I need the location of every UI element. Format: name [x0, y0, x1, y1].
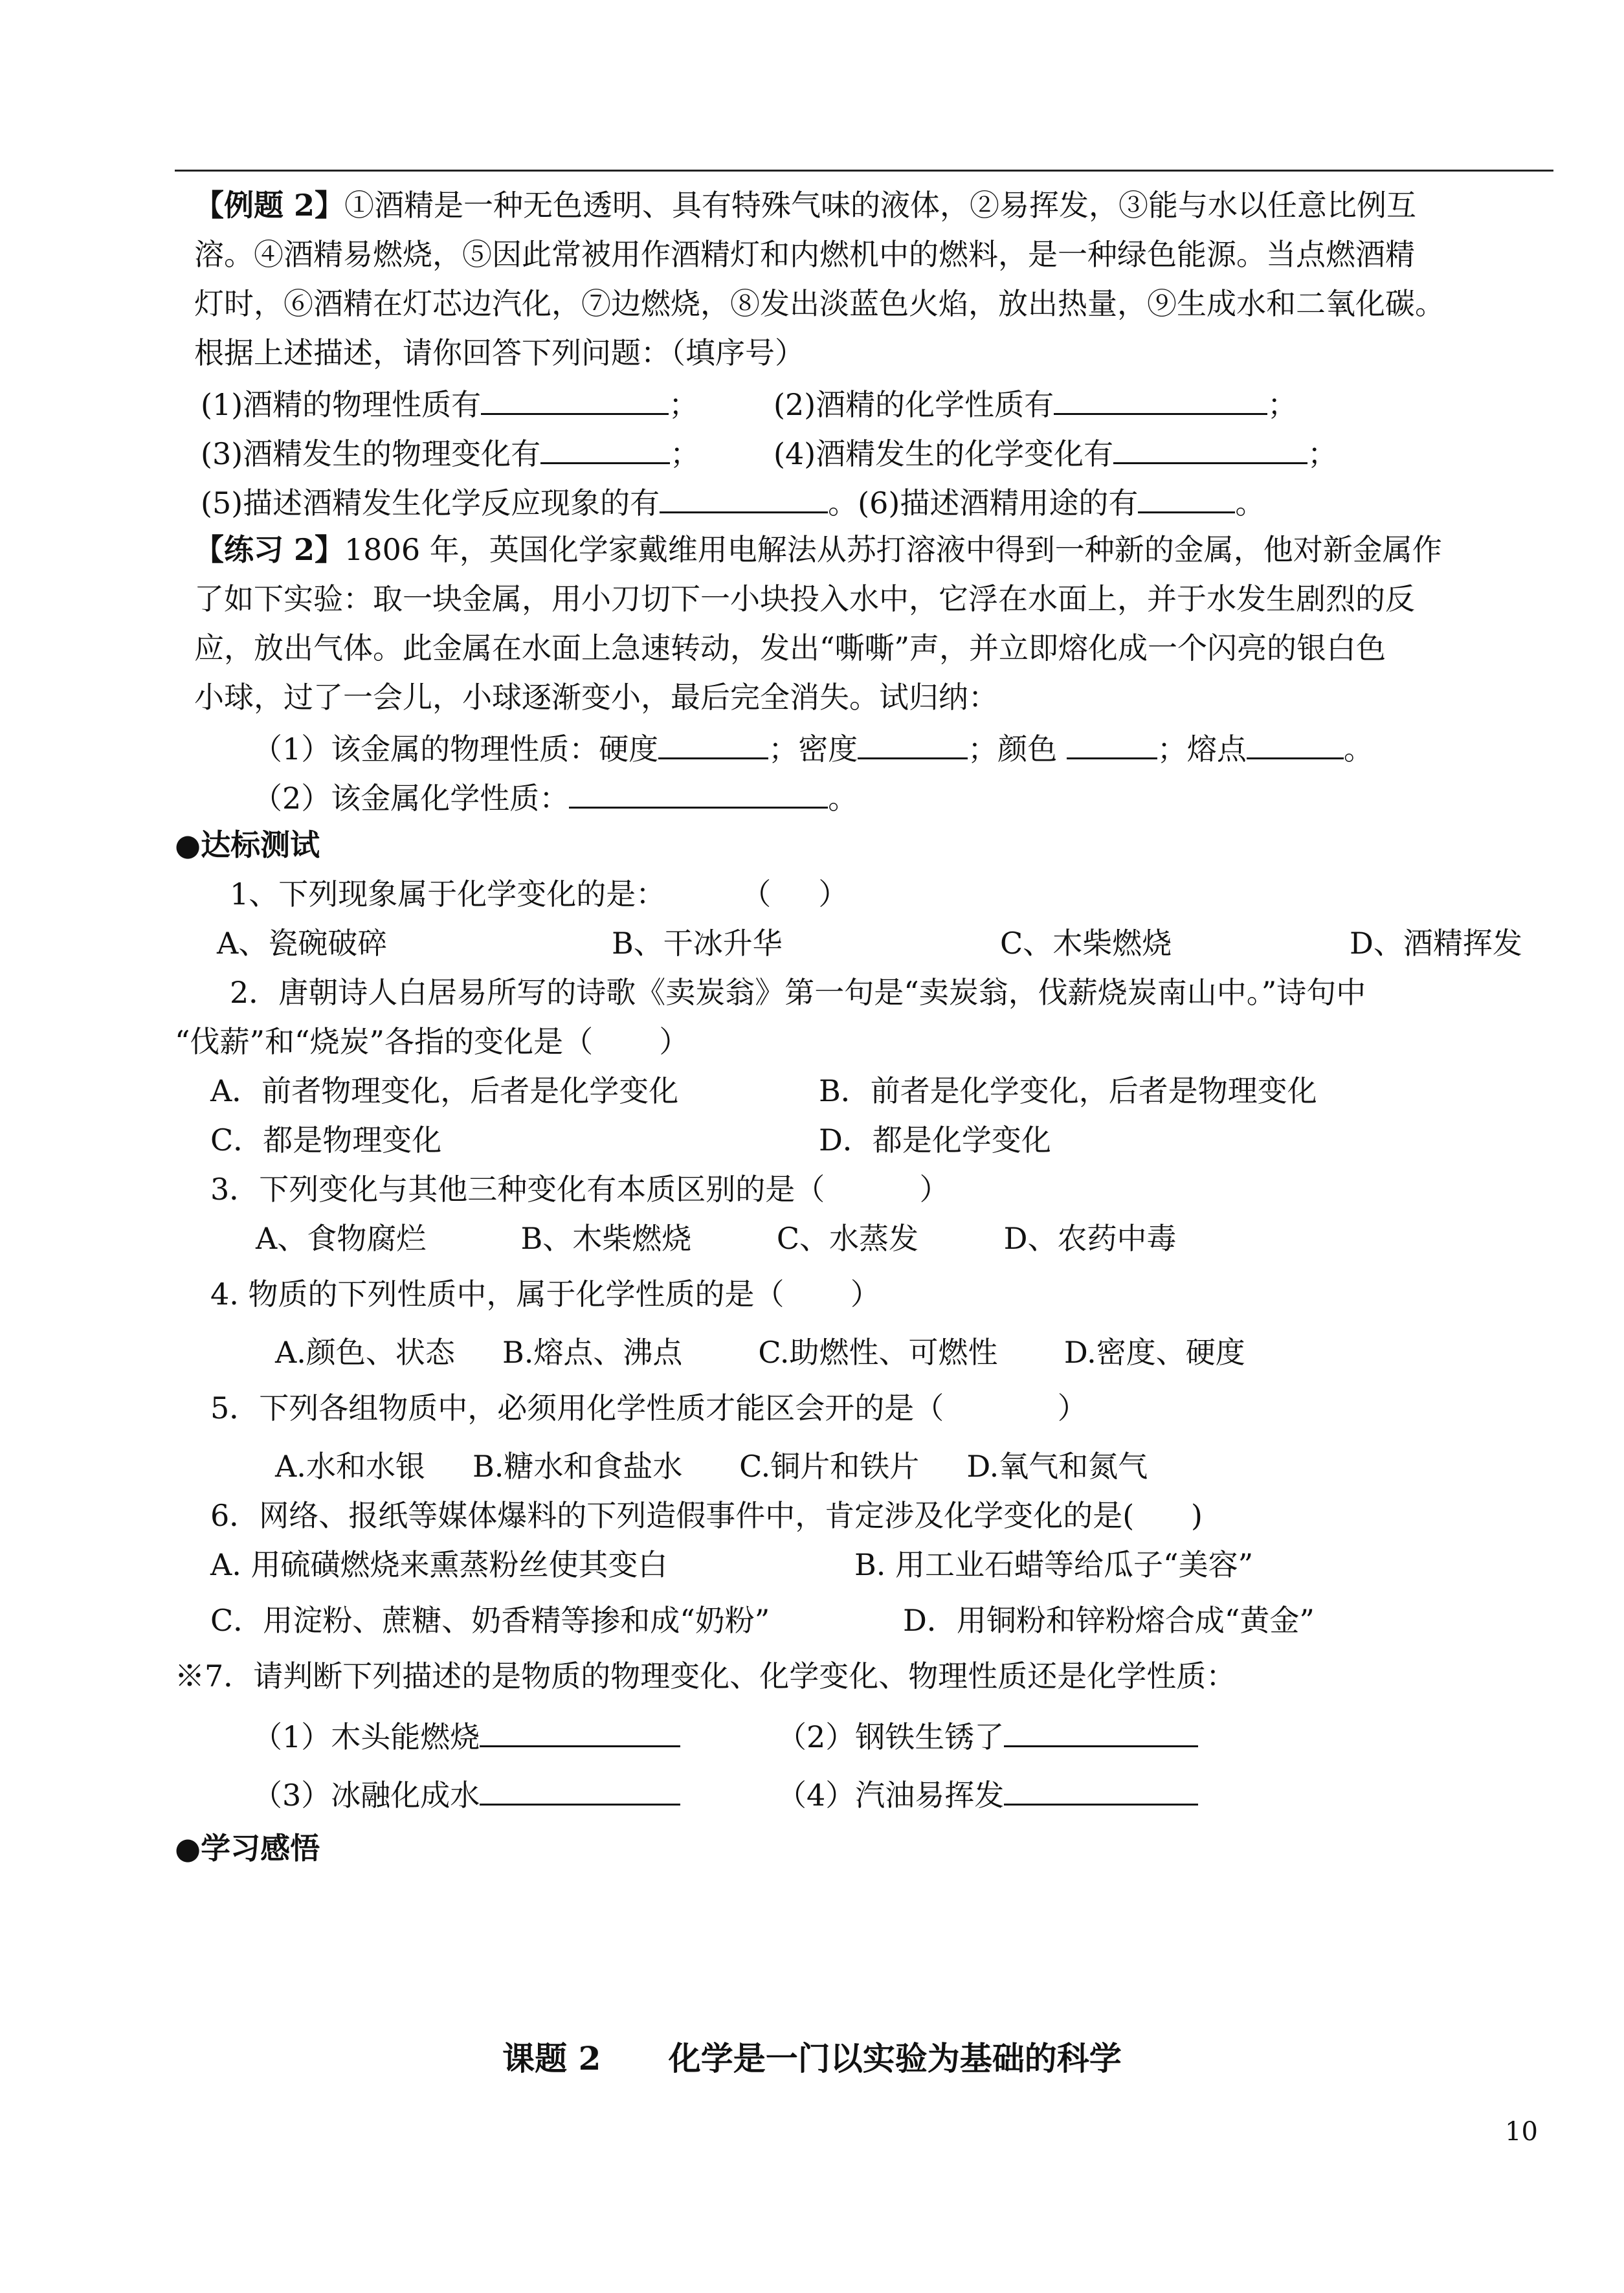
exercise2-line-3: 应，放出气体。此金属在水面上急速转动，发出“嘶嘶”声，并立即熔化成一个闪亮的银白色: [194, 631, 1386, 666]
header-rule: [175, 170, 1553, 172]
test-q1-option-a: A、瓷碗破碎: [217, 926, 388, 961]
example2-q5-q6: (5)描述酒精发生化学反应现象的有 。(6)描述酒精用途的有 。: [201, 480, 1265, 523]
answer-blank[interactable]: [1113, 431, 1307, 464]
reflection-heading: ●学习感悟: [175, 1831, 320, 1866]
answer-blank[interactable]: [480, 1773, 680, 1806]
test-q7-item-4: （4）汽油易挥发: [777, 1773, 1198, 1815]
answer-blank[interactable]: [1138, 480, 1235, 513]
test-q2-option-b: B．前者是化学变化，后者是物理变化: [819, 1073, 1317, 1108]
answer-blank[interactable]: [1067, 726, 1157, 759]
test-q1: 1、下列现象属于化学变化的是： （ ）: [230, 877, 849, 912]
example2-heading: 【例题 2】: [194, 188, 345, 223]
example2-q4: (4)酒精发生的化学变化有 ；: [773, 431, 1337, 474]
test-q6: 6．网络、报纸等媒体爆料的下列造假事件中，肯定涉及化学变化的是( ): [210, 1498, 1203, 1533]
test-heading: ●达标测试: [175, 827, 320, 862]
answer-blank[interactable]: [1004, 1714, 1198, 1747]
test-q2-line-1: 2．唐朝诗人白居易所写的诗歌《卖炭翁》第一句是“卖炭翁，伐薪烧炭南山中。”诗句中: [230, 975, 1366, 1010]
exercise2-line-1: 【练习 2】1806 年，英国化学家戴维用电解法从苏打溶液中得到一种新的金属，他对新金属作: [194, 532, 1442, 567]
test-q7-item-1: （1）木头能燃烧: [252, 1714, 680, 1757]
test-q4: 4. 物质的下列性质中，属于化学性质的是（ ）: [210, 1277, 880, 1312]
answer-blank[interactable]: [1247, 726, 1344, 759]
test-q2-option-d: D．都是化学变化: [819, 1123, 1051, 1158]
test-q7: ※7．请判断下列描述的是物质的物理变化、化学变化、物理性质还是化学性质：: [175, 1659, 1236, 1694]
test-q4-options: A.颜色、状态 B.熔点、沸点 C.助燃性、可燃性 D.密度、硬度: [275, 1335, 1245, 1370]
answer-blank[interactable]: [858, 726, 968, 759]
answer-blank[interactable]: [569, 776, 828, 809]
lesson-title: 课题 2 化学是一门以实验为基础的科学: [502, 2039, 1122, 2077]
exercise2-part-1: （1）该金属的物理性质：硬度 ；密度 ；颜色 ；熔点 。: [252, 726, 1374, 769]
answer-blank[interactable]: [1004, 1773, 1198, 1806]
test-q5-options: A.水和水银 B.糖水和食盐水 C.铜片和铁片 D.氧气和氮气: [275, 1449, 1148, 1484]
test-q6-option-d: D．用铜粉和锌粉熔合成“黄金”: [903, 1603, 1315, 1638]
answer-blank[interactable]: [481, 382, 669, 415]
answer-blank[interactable]: [1054, 382, 1267, 415]
exercise2-line-4: 小球，过了一会儿，小球逐渐变小，最后完全消失。试归纳：: [194, 680, 998, 715]
test-q5: 5．下列各组物质中，必须用化学性质才能区会开的是（ ）: [210, 1391, 1087, 1426]
exercise2-part-2: （2）该金属化学性质： 。: [252, 776, 858, 818]
test-q2-option-c: C．都是物理变化: [210, 1123, 442, 1158]
answer-blank[interactable]: [658, 726, 768, 759]
test-q1-option-d: D、酒精挥发: [1350, 926, 1522, 961]
test-q2-line-2: “伐薪”和“烧炭”各指的变化是（ ）: [175, 1024, 689, 1059]
example2-line-3: 灯时，⑥酒精在灯芯边汽化，⑦边燃烧，⑧发出淡蓝色火焰，放出热量，⑨生成水和二氧化碳。: [194, 286, 1445, 321]
test-q6-option-b: B. 用工业石蜡等给瓜子“美容”: [854, 1547, 1254, 1582]
test-q6-option-c: C．用淀粉、蔗糖、奶香精等掺和成“奶粉”: [210, 1603, 770, 1638]
test-q6-option-a: A. 用硫磺燃烧来熏蒸粉丝使其变白: [210, 1547, 668, 1582]
answer-blank[interactable]: [660, 480, 828, 513]
test-q3-options: A、食物腐烂 B、木柴燃烧 C、水蒸发 D、农药中毒: [256, 1221, 1177, 1256]
example2-q2: (2)酒精的化学性质有 ；: [773, 382, 1297, 425]
answer-blank[interactable]: [480, 1714, 680, 1747]
example2-line-2: 溶。④酒精易燃烧，⑤因此常被用作酒精灯和内燃机中的燃料，是一种绿色能源。当点燃酒精: [194, 237, 1415, 272]
example2-line-4: 根据上述描述，请你回答下列问题：（填序号）: [194, 335, 805, 370]
test-q1-option-c: C、木柴燃烧: [1000, 926, 1172, 961]
answer-blank[interactable]: [540, 431, 670, 464]
test-q2-option-a: A．前者物理变化，后者是化学变化: [210, 1073, 679, 1108]
test-q7-item-2: （2）钢铁生锈了: [777, 1714, 1198, 1757]
example2-line-1: 【例题 2】①酒精是一种无色透明、具有特殊气味的液体，②易挥发，③能与水以任意比例互: [194, 188, 1417, 223]
example2-q1: (1)酒精的物理性质有 ；: [201, 382, 698, 425]
test-q3: 3．下列变化与其他三种变化有本质区别的是（ ）: [210, 1172, 950, 1207]
exercise2-line-2: 了如下实验：取一块金属，用小刀切下一小块投入水中，它浮在水面上，并于水发生剧烈的反: [194, 581, 1415, 616]
example2-q3: (3)酒精发生的物理变化有 ；: [201, 431, 700, 474]
exercise2-heading: 【练习 2】: [194, 532, 345, 567]
test-q1-option-b: B、干冰升华: [612, 926, 783, 961]
test-q7-item-3: （3）冰融化成水: [252, 1773, 680, 1815]
page-number: 10: [1505, 2117, 1538, 2147]
